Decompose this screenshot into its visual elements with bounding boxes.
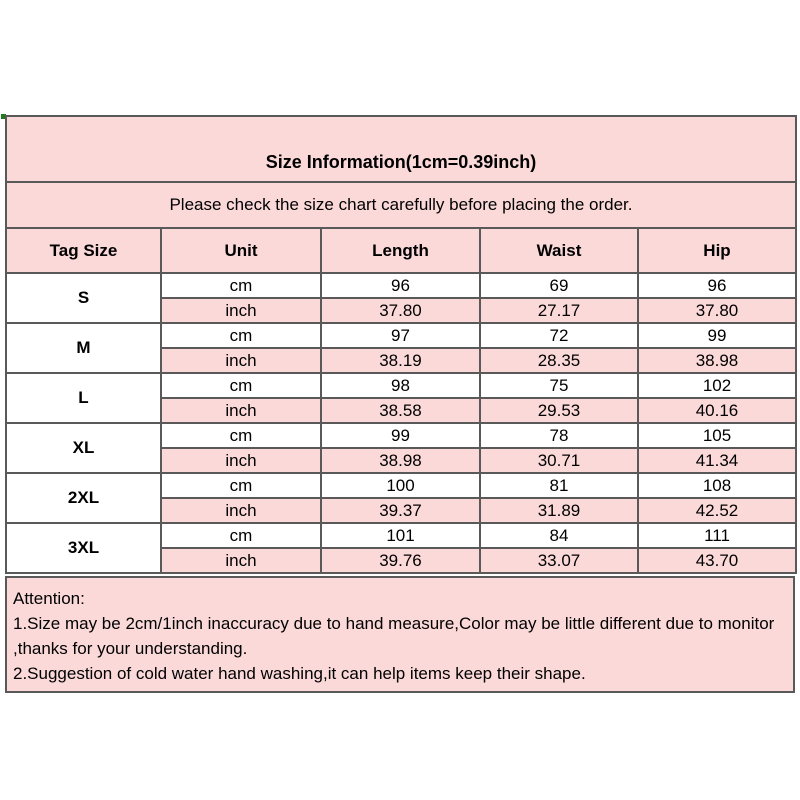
hip-cm-value: 108 — [638, 473, 796, 498]
tag-size-cell: 2XL — [6, 473, 161, 523]
waist-inch-value: 31.89 — [480, 498, 638, 523]
waist-cm-value: 78 — [480, 423, 638, 448]
hip-cm-value: 99 — [638, 323, 796, 348]
length-inch-value: 38.58 — [321, 398, 480, 423]
hip-inch-value: 40.16 — [638, 398, 796, 423]
unit-cm-label: cm — [161, 523, 321, 548]
length-inch-value: 38.98 — [321, 448, 480, 473]
size-table — [5, 115, 797, 574]
hip-cm-value: 102 — [638, 373, 796, 398]
unit-cm-label: cm — [161, 373, 321, 398]
unit-inch-label: inch — [161, 498, 321, 523]
waist-inch-value: 27.17 — [480, 298, 638, 323]
unit-inch-label: inch — [161, 548, 321, 573]
col-header-hip: Hip — [638, 228, 796, 273]
attention-line-1-cont: ,thanks for your understanding. — [13, 639, 248, 658]
hip-inch-value: 41.34 — [638, 448, 796, 473]
col-header-length: Length — [321, 228, 480, 273]
unit-inch-label: inch — [161, 348, 321, 373]
length-inch-value: 39.76 — [321, 548, 480, 573]
table-row — [6, 273, 796, 298]
waist-inch-value: 28.35 — [480, 348, 638, 373]
tag-size-cell: L — [6, 373, 161, 423]
hip-inch-value: 42.52 — [638, 498, 796, 523]
unit-inch-label: inch — [161, 398, 321, 423]
hip-cm-value: 105 — [638, 423, 796, 448]
unit-inch-label: inch — [161, 448, 321, 473]
unit-inch-label: inch — [161, 298, 321, 323]
waist-cm-value: 84 — [480, 523, 638, 548]
table-row — [6, 473, 796, 498]
unit-cm-label: cm — [161, 323, 321, 348]
size-chart-sheet — [5, 115, 795, 693]
length-inch-value: 37.80 — [321, 298, 480, 323]
table-row — [6, 423, 796, 448]
col-header-waist: Waist — [480, 228, 638, 273]
col-header-unit: Unit — [161, 228, 321, 273]
waist-inch-value: 30.71 — [480, 448, 638, 473]
waist-cm-value: 75 — [480, 373, 638, 398]
waist-inch-value: 29.53 — [480, 398, 638, 423]
hip-inch-value: 38.98 — [638, 348, 796, 373]
waist-inch-value: 33.07 — [480, 548, 638, 573]
attention-heading: Attention: — [13, 589, 85, 608]
tag-size-cell: S — [6, 273, 161, 323]
waist-cm-value: 69 — [480, 273, 638, 298]
attention-line-1: 1.Size may be 2cm/1inch inaccuracy due to hand measure,Color may be little different due to monitor — [13, 614, 775, 633]
col-header-tag-size: Tag Size — [6, 228, 161, 273]
length-cm-value: 99 — [321, 423, 480, 448]
hip-inch-value: 43.70 — [638, 548, 796, 573]
hip-inch-value: 37.80 — [638, 298, 796, 323]
unit-cm-label: cm — [161, 273, 321, 298]
unit-cm-label: cm — [161, 423, 321, 448]
table-row — [6, 523, 796, 548]
length-cm-value: 96 — [321, 273, 480, 298]
length-inch-value: 39.37 — [321, 498, 480, 523]
table-row — [6, 373, 796, 398]
waist-cm-value: 81 — [480, 473, 638, 498]
length-cm-value: 100 — [321, 473, 480, 498]
hip-cm-value: 96 — [638, 273, 796, 298]
length-cm-value: 98 — [321, 373, 480, 398]
table-row — [6, 323, 796, 348]
length-cm-value: 101 — [321, 523, 480, 548]
attention-note — [5, 576, 795, 693]
unit-cm-label: cm — [161, 473, 321, 498]
tag-size-cell: M — [6, 323, 161, 373]
attention-line-2: 2.Suggestion of cold water hand washing,it can help items keep their shape. — [13, 664, 586, 683]
tag-size-cell: XL — [6, 423, 161, 473]
hip-cm-value: 111 — [638, 523, 796, 548]
waist-cm-value: 72 — [480, 323, 638, 348]
tag-size-cell: 3XL — [6, 523, 161, 573]
length-inch-value: 38.19 — [321, 348, 480, 373]
table-title: Size Information(1cm=0.39inch) — [6, 116, 796, 182]
length-cm-value: 97 — [321, 323, 480, 348]
table-subtitle: Please check the size chart carefully before placing the order. — [6, 182, 796, 228]
